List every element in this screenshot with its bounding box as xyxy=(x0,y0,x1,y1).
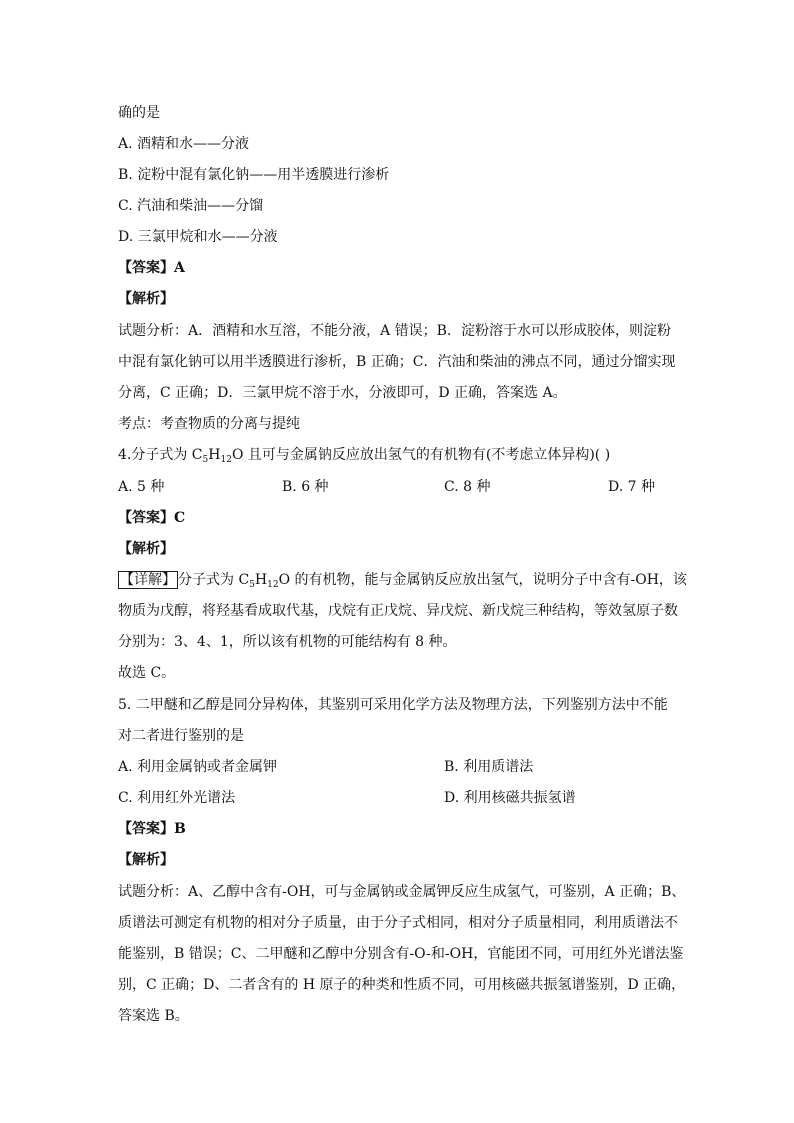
q4-detail-mid: H xyxy=(254,572,268,588)
q3-option-c: C. 汽油和柴油——分馏 xyxy=(118,198,264,214)
q5-analysis-line: 别，C 正确；D、二者含有的 H 原子的种类和性质不同，可用核磁共振氢谱鉴别，D 正确， xyxy=(118,977,686,993)
q4-detail-pre: 分子式为 C xyxy=(178,572,250,588)
q4-detail-line xyxy=(118,571,687,594)
q4-answer: 【答案】C xyxy=(118,510,186,526)
q3-analysis-label: 【解析】 xyxy=(118,291,174,307)
q4-analysis-label: 【解析】 xyxy=(118,541,174,557)
q3-option-d: D. 三氯甲烷和水——分液 xyxy=(118,229,278,245)
q4-analysis-line: 分别为：3、4、1，所以该有机物的可能结构有 8 种。 xyxy=(118,634,457,650)
q5-answer: 【答案】B xyxy=(118,821,186,837)
q4-analysis-line: 物质为戊醇，将羟基看成取代基，戊烷有正戊烷、异戊烷、新戊烷三种结构，等效氢原子数 xyxy=(118,603,678,619)
q4-detail-sub-hydrogen: 12 xyxy=(267,580,279,590)
q4-conclusion: 故选 C。 xyxy=(118,665,176,681)
q4-detail-sub-carbon: 5 xyxy=(249,580,255,590)
q5-analysis-line: 试题分析：A、乙醇中含有-OH，可与金属钠或金属钾反应生成氢气，可鉴别，A 正确；B、 xyxy=(118,884,686,900)
q3-option-a: A. 酒精和水——分液 xyxy=(118,136,250,152)
q3-stem-tail: 确的是 xyxy=(118,105,160,121)
q3-kaodian: 考点：考查物质的分离与提纯 xyxy=(118,416,300,432)
q5-option-a: A. 利用金属钠或者金属钾 xyxy=(118,759,278,775)
q5-analysis-label: 【解析】 xyxy=(118,852,174,868)
q3-analysis-line: 分离，C 正确；D．三氯甲烷不溶于水，分液即可，D 正确，答案选 A。 xyxy=(118,385,567,401)
q4-option-d: D. 7 种 xyxy=(608,479,655,495)
q4-stem xyxy=(118,446,610,469)
q3-analysis-line: 中混有氯化钠可以用半透膜进行渗析，B 正确；C．汽油和柴油的沸点不同，通过分馏实现 xyxy=(118,354,676,370)
q5-option-d: D. 利用核磁共振氢谱 xyxy=(444,790,576,806)
q5-analysis-line: 能鉴别，B 错误；C、二甲醚和乙醇中分别含有-O-和-OH，官能团不同，可用红外光谱法鉴 xyxy=(118,946,684,962)
q5-stem-line: 对二者进行鉴别的是 xyxy=(118,728,244,744)
q5-stem-line: 5. 二甲醚和乙醇是同分异构体，其鉴别可采用化学方法及物理方法，下列鉴别方法中不能 xyxy=(118,697,668,713)
q4-option-c: C. 8 种 xyxy=(444,479,491,495)
q4-detail-tag: 【详解】 xyxy=(120,572,176,588)
q4-option-a: A. 5 种 xyxy=(118,479,165,495)
q4-stem-pre: 4.分子式为 C xyxy=(118,447,203,463)
q5-option-b: B. 利用质谱法 xyxy=(444,759,534,775)
q5-analysis-line: 答案选 B。 xyxy=(118,1008,189,1024)
q5-option-c: C. 利用红外光谱法 xyxy=(118,790,236,806)
q3-analysis-line: 试题分析：A．酒精和水互溶，不能分液，A 错误；B．淀粉溶于水可以形成胶体，则淀粉 xyxy=(118,323,671,339)
q5-analysis-line: 质谱法可测定有机物的相对分子质量，由于分子式相同，相对分子质量相同，利用质谱法不 xyxy=(118,915,678,931)
q4-stem-mid: H xyxy=(208,447,221,463)
q4-stem-post: O 且可与金属钠反应放出氢气的有机物有(不考虑立体异构)( ) xyxy=(231,447,611,463)
q3-option-b: B. 淀粉中混有氯化钠——用半透膜进行渗析 xyxy=(118,167,390,183)
q4-option-b: B. 6 种 xyxy=(282,479,329,495)
q4-sub-carbon: 5 xyxy=(202,455,209,465)
q4-sub-hydrogen: 12 xyxy=(220,455,232,465)
q4-detail-post: O 的有机物，能与金属钠反应放出氢气，说明分子中含有-OH，该 xyxy=(278,572,687,588)
q3-answer: 【答案】A xyxy=(118,260,185,276)
